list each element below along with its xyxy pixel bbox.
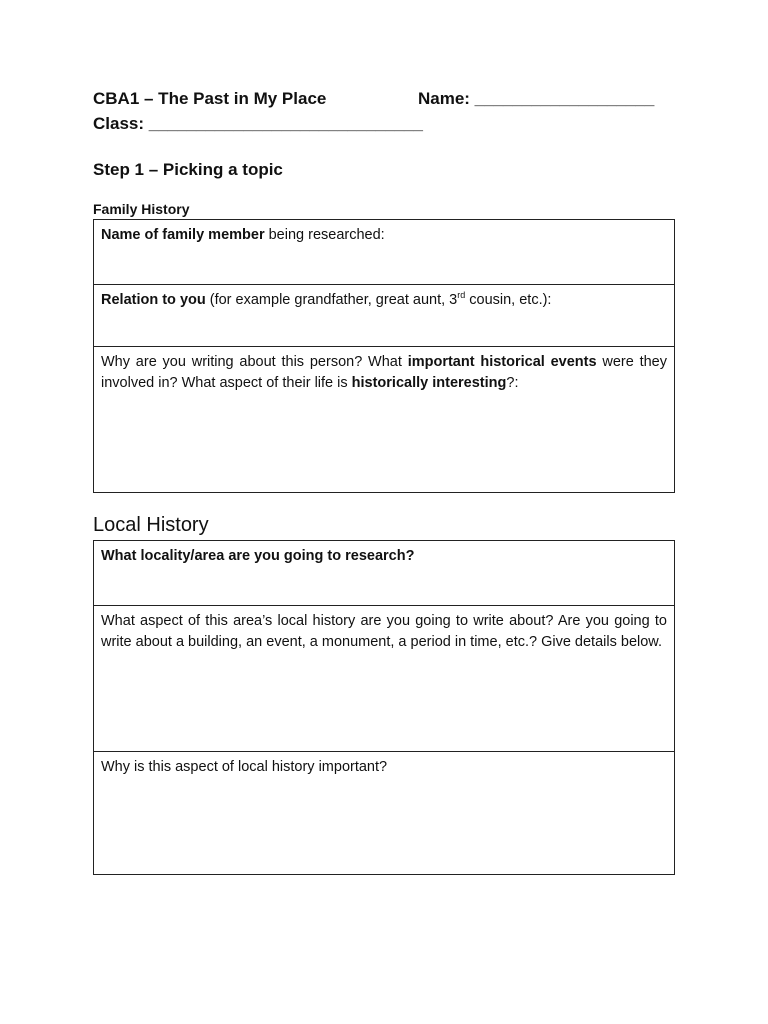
step-heading: Step 1 – Picking a topic xyxy=(93,160,283,179)
name-field-label: Name: ___________________ xyxy=(418,89,655,108)
local-history-heading: Local History xyxy=(93,514,209,536)
why-person-text-1: Why are you writing about this person? What xyxy=(101,354,408,370)
why-person-text-3: ?: xyxy=(506,375,519,391)
family-member-row xyxy=(94,220,674,284)
ordinal-suffix: rd xyxy=(457,290,466,300)
why-person-row xyxy=(94,346,674,492)
importance-row xyxy=(94,751,674,874)
family-member-label-rest: being researched: xyxy=(264,227,385,243)
historically-interesting-text: historically interesting xyxy=(351,375,507,391)
family-history-table xyxy=(93,219,675,493)
locality-row xyxy=(94,541,674,605)
class-field-label: Class: _____________________________ xyxy=(93,114,423,133)
local-history-table xyxy=(93,540,675,875)
aspect-text: What aspect of this area’s local history are you going to write about? Are you going to write about a building, an event, a monument, a period in time, etc.? Give details below. xyxy=(101,613,667,650)
family-member-label: Name of family member xyxy=(101,227,265,243)
relation-label: Relation to you xyxy=(101,292,206,308)
importance-text: Why is this aspect of local history important? xyxy=(101,759,388,775)
important-events-text: important historical events xyxy=(407,354,597,370)
why-person-text-2: were they involved in? What aspect of their life is xyxy=(101,354,667,391)
locality-label: What locality/area are you going to research? xyxy=(101,548,415,564)
relation-row xyxy=(94,284,674,346)
worksheet-title: CBA1 – The Past in My Place xyxy=(93,89,327,108)
relation-example: (for example grandfather, great aunt, 3 xyxy=(205,292,458,308)
relation-example-end: cousin, etc.): xyxy=(465,292,552,308)
aspect-row xyxy=(94,605,674,751)
family-history-heading: Family History xyxy=(93,201,190,217)
